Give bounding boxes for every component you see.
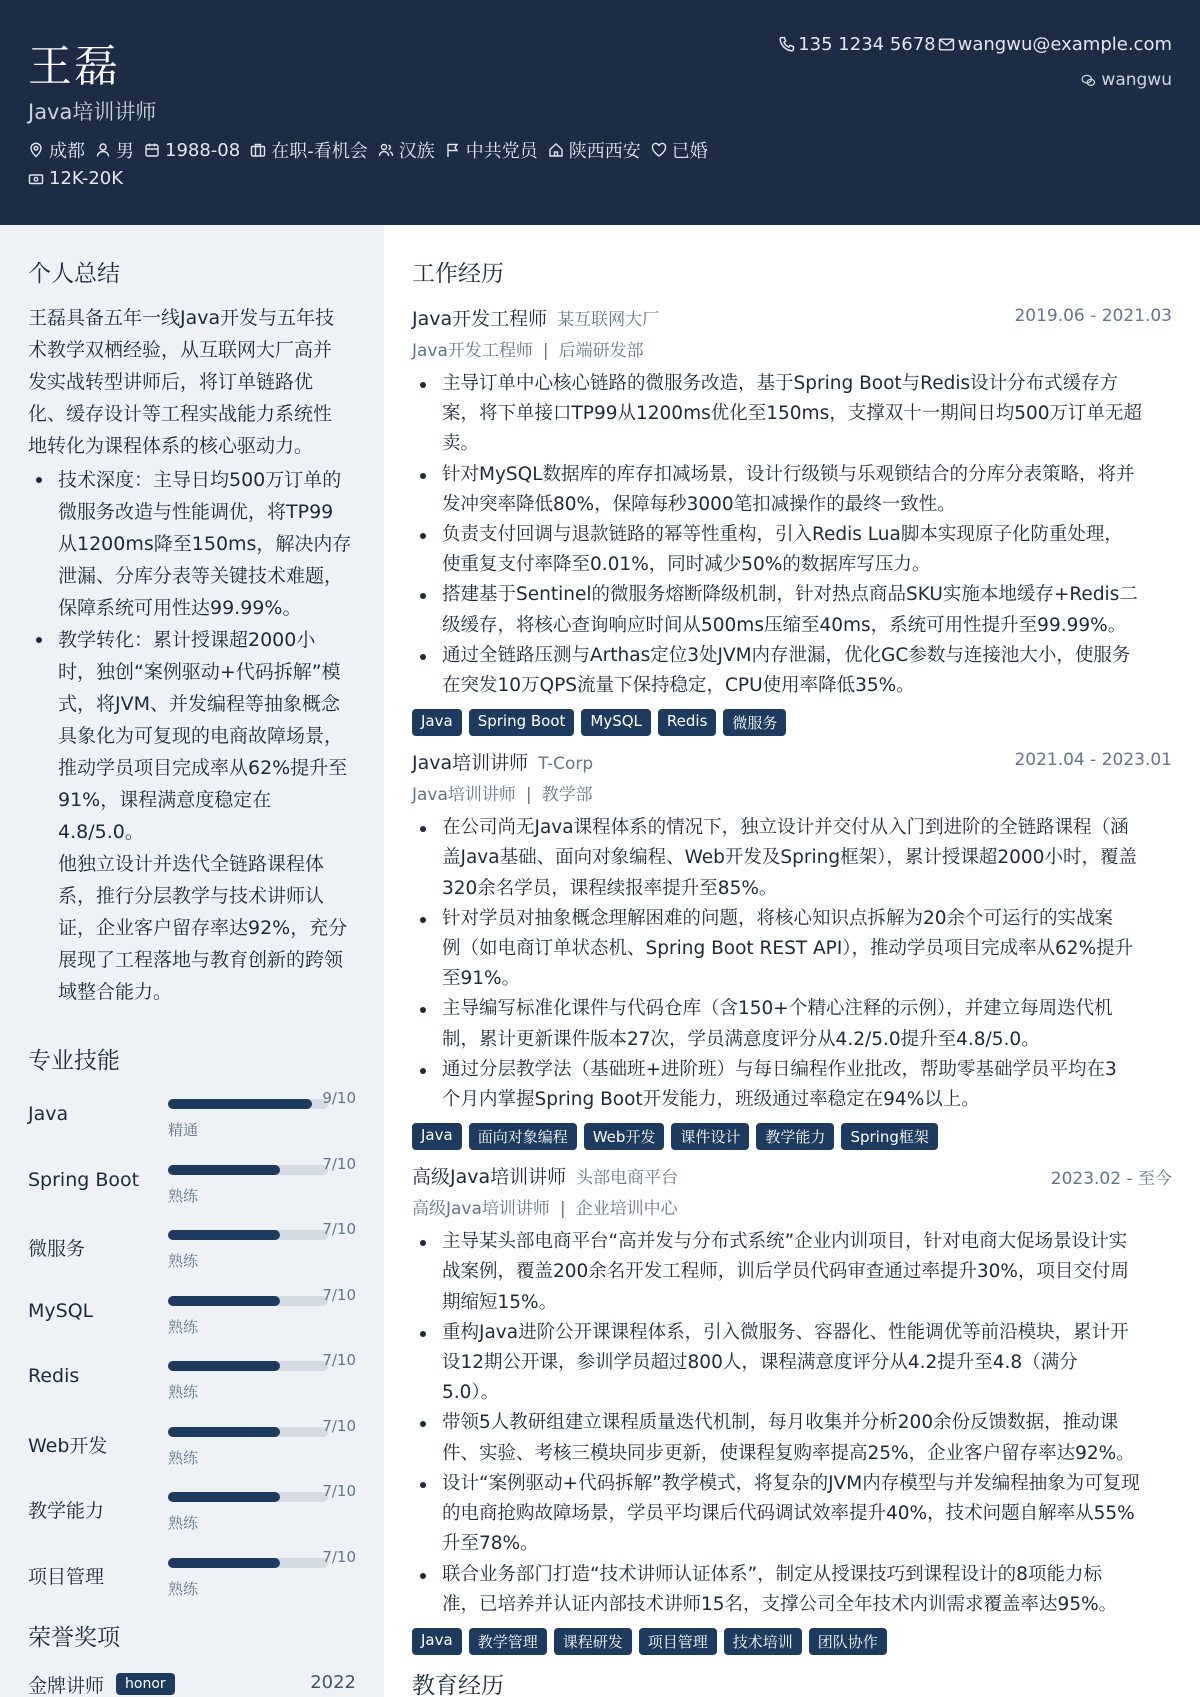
achievement-line: 通过全链路压测与Arthas定位3处JVM内存泄漏，优化GC参数与连接池大小，使服务 (442, 644, 1131, 666)
separator: | (542, 341, 549, 361)
job-achievement (412, 520, 1172, 580)
skill-tag: 面向对象编程 (469, 1123, 577, 1150)
summary-point-tech (28, 464, 356, 624)
skill-level: 熟练 (168, 1252, 199, 1270)
job-date: 2019.06 - 2021.03 (1014, 306, 1172, 326)
skill-bar-fill (168, 1099, 312, 1109)
work-title: 工作经历 (412, 261, 504, 287)
skill-tag: Spring Boot (469, 709, 575, 736)
summary-extra-line: 域整合能力。 (58, 981, 173, 1003)
skill-score: 7/10 (322, 1351, 356, 1369)
summary-extra-line: 系，推行分层教学与技术讲师认 (58, 885, 325, 907)
job-achievement (412, 580, 1172, 640)
meta-gender (95, 137, 134, 163)
skill-name: 微服务 (28, 1238, 86, 1260)
money-icon (28, 171, 44, 187)
job-entry (412, 1162, 1172, 1655)
summary-title: 个人总结 (28, 261, 120, 287)
job-company: 头部电商平台 (576, 1168, 679, 1189)
job-tags (412, 1123, 1172, 1150)
job-department: 企业培训中心 (575, 1199, 678, 1220)
skill-level: 精通 (168, 1121, 199, 1139)
achievement-line: 设12期公开课，参训学员超过800人，课程满意度评分从4.2提升至4.8（满分 (442, 1352, 1078, 1374)
job-title: 高级Java培训讲师 (412, 1166, 567, 1189)
achievement-line: 320余名学员，课程续报率提升至85%。 (442, 877, 778, 899)
achievement-line: 负责支付回调与退款链路的幂等性重构，引入Redis Lua脚本实现原子化防重处理， (442, 524, 1123, 546)
achievement-line: 带领5人教研组建立课程质量迭代机制，每月收集并分析200余份反馈数据，推动课 (442, 1412, 1119, 1434)
candidate-role: Java培训讲师 (28, 100, 157, 124)
meta-hometown (548, 137, 641, 163)
job-list (412, 304, 1172, 1655)
job-achievements (412, 369, 1172, 701)
skill-bar-fill (168, 1558, 280, 1568)
separator: | (525, 785, 532, 806)
user-icon (95, 142, 111, 158)
skill-tag: Java (412, 1628, 462, 1655)
achievement-line: 至91%。 (442, 968, 521, 990)
skill-row (28, 1155, 356, 1221)
skill-tag: Java (412, 709, 462, 736)
job-achievement (412, 460, 1172, 520)
achievement-line: 主导订单中心核心链路的微服务改造，基于Spring Boot与Redis设计分布式缓存方 (442, 373, 1119, 394)
skill-tag: 教学能力 (756, 1123, 834, 1150)
skill-level: 熟练 (168, 1186, 199, 1205)
summary-point-line: 微服务改造与性能调优，将TP99 (58, 501, 334, 523)
job-subtitle (412, 336, 1172, 361)
skill-bar-fill (168, 1165, 280, 1175)
achievement-line: 案，将下单接口TP99从1200ms优化至150ms，支撑双十一期间日均500万订单无超 (442, 403, 1143, 425)
skill-row (28, 1482, 356, 1548)
people-icon (378, 142, 394, 158)
achievement-line: 盖Java基础、面向对象编程、Web开发及Spring框架），累计授课超2000小时，覆盖 (442, 847, 1137, 869)
job-company: 某互联网大厂 (557, 310, 660, 330)
skill-level: 熟练 (168, 1448, 199, 1467)
skill-bar-fill (168, 1296, 280, 1306)
job-achievement (412, 813, 1172, 904)
skill-tag: MySQL (581, 709, 651, 736)
skill-tag: 技术培训 (724, 1628, 802, 1655)
job-position: 高级Java培训讲师 (412, 1199, 550, 1220)
skill-bar (168, 1165, 328, 1175)
meta-ethnicity (378, 137, 435, 163)
calendar-icon (144, 142, 160, 158)
meta-hometown-text: 陕西西安 (568, 141, 641, 162)
achievement-line: 制，累计更新课件版本27次，学员满意度评分从4.2/5.0提升至4.8/5.0。 (442, 1028, 1040, 1050)
job-entry (412, 748, 1172, 1150)
job-position: Java培训讲师 (412, 785, 516, 806)
skill-bar (168, 1230, 328, 1240)
job-company: T-Corp (538, 754, 594, 775)
briefcase-icon (250, 142, 266, 158)
skill-tag: Java (412, 1123, 462, 1150)
honor-badge: honor (116, 1673, 175, 1695)
separator: | (559, 1199, 566, 1220)
skill-score: 7/10 (322, 1154, 356, 1173)
skill-name: Spring Boot (28, 1168, 140, 1191)
flag-icon (445, 142, 461, 158)
job-title: Java开发工程师 (412, 308, 548, 330)
achievement-line: 搭建基于Sentinel的微服务熔断降级机制，针对热点商品SKU实施本地缓存+Redis二 (442, 584, 1138, 606)
summary-extra (28, 848, 356, 1008)
achievement-line: 个月内掌握Spring Boot开发能力，班级通过率稳定在94%以上。 (442, 1089, 980, 1111)
job-achievement (412, 1560, 1172, 1620)
skill-score: 7/10 (322, 1285, 356, 1304)
skill-level: 熟练 (168, 1514, 199, 1532)
job-achievements (412, 1227, 1172, 1620)
job-department: 后端研发部 (558, 341, 644, 361)
meta-marital-text: 已婚 (671, 141, 708, 162)
skill-bar-fill (168, 1492, 280, 1502)
summary-line: 地转化为课程体系的核心驱动力。 (28, 435, 314, 457)
summary-point-line: 时，独创“案例驱动+代码拆解”模 (58, 661, 341, 683)
job-achievement (412, 1408, 1172, 1468)
achievement-line: 针对MySQL数据库的库存扣减场景，设计行级锁与乐观锁结合的分库分表策略，将并 (442, 463, 1135, 485)
meta-birth (144, 140, 240, 161)
job-entry (412, 304, 1172, 736)
achievement-line: 发冲突率降低80%，保障每秒3000笔扣减操作的最终一致性。 (442, 493, 956, 515)
summary-line: 发实战转型讲师后，将订单链路优 (28, 371, 314, 393)
job-date: 2021.04 - 2023.01 (1014, 750, 1172, 771)
wechat-info (1081, 70, 1172, 90)
phone-icon (778, 36, 795, 53)
job-department: 教学部 (541, 785, 593, 806)
skill-bar (168, 1492, 328, 1502)
achievement-line: 战案例，覆盖200余名开发工程师，训后学员代码审查通过率提升30%，项目交付周 (442, 1261, 1129, 1283)
skills-list (28, 1089, 356, 1613)
summary-text (28, 302, 356, 462)
skill-bar (168, 1361, 328, 1371)
achievement-line: 件、实验、考核三模块同步更新，使课程复购率提高25%，企业客户留存率达92%。 (442, 1442, 1135, 1464)
skill-score: 7/10 (322, 1482, 356, 1500)
expected-salary (28, 168, 123, 189)
skill-row (28, 1548, 356, 1614)
location-icon (28, 142, 44, 158)
job-achievement (412, 994, 1172, 1054)
job-date: 2023.02 - 至今 (1050, 1169, 1172, 1190)
achievement-line: 级缓存，将核心查询响应时间从500ms压缩至40ms，系统可用性提升至99.99%。 (442, 614, 1127, 636)
summary-point-line: 泄漏、分库分表等关键技术难题， (58, 565, 344, 587)
summary-line: 王磊具备五年一线Java开发与五年技 (28, 307, 335, 329)
achievement-line: 卖。 (442, 433, 480, 455)
education-title: 教育经历 (412, 1672, 504, 1697)
summary-point-line: 具象化为可复现的电商故障场景， (58, 725, 344, 747)
meta-political-text: 中共党员 (465, 141, 538, 162)
skill-name: 项目管理 (28, 1565, 105, 1588)
achievement-line: 主导某头部电商平台“高并发与分布式系统”企业内训项目，针对电商大促场景设计实 (442, 1231, 1128, 1253)
skills-title: 专业技能 (28, 1048, 120, 1074)
left-sidebar (0, 225, 384, 1697)
achievement-line: 设计“案例驱动+代码拆解”教学模式，将复杂的JVM内存模型与并发编程抽象为可复现 (442, 1472, 1140, 1494)
skill-level: 熟练 (168, 1383, 199, 1401)
skill-bar (168, 1099, 328, 1109)
candidate-name: 王磊 (28, 41, 120, 92)
skill-tag: 教学管理 (469, 1628, 547, 1655)
achievement-line: 通过分层教学法（基础班+进阶班）与每日编程作业批改，帮助零基础学员平均在3 (442, 1058, 1117, 1080)
summary-point-line: 推动学员项目完成率从62%提升至 (58, 757, 348, 779)
skill-bar-fill (168, 1361, 280, 1371)
meta-gender-text: 男 (116, 141, 134, 162)
skill-bar-fill (168, 1427, 280, 1437)
honor-year: 2022 (310, 1672, 356, 1693)
job-title: Java培训讲师 (412, 752, 529, 775)
summary-point-line: 从1200ms降至150ms，解决内存 (58, 533, 352, 555)
summary-point-line: 91%，课程满意度稳定在 (58, 789, 272, 811)
skill-level: 熟练 (168, 1317, 199, 1336)
skill-name: MySQL (28, 1299, 94, 1322)
achievement-line: 使重复支付率降至0.01%，同时减少50%的数据库写压力。 (442, 554, 931, 576)
skill-name: 教学能力 (28, 1500, 105, 1522)
job-tags (412, 709, 1172, 736)
honor-name: 金牌讲师 (28, 1674, 105, 1697)
skill-tag: Redis (658, 709, 716, 736)
skill-bar (168, 1558, 328, 1568)
summary-point-line: 式，将JVM、并发编程等抽象概念 (58, 693, 340, 715)
achievement-line: 升至78%。 (442, 1533, 539, 1555)
skill-score: 7/10 (322, 1220, 356, 1238)
meta-location-text: 成都 (49, 141, 85, 162)
main-content (384, 225, 1200, 1697)
achievement-line: 准，已培养并认证内部技术讲师15名，支撑公司全年技术内训需求覆盖率达95%。 (442, 1593, 1118, 1615)
job-header (412, 1162, 1172, 1192)
skill-tag: 课件设计 (671, 1123, 749, 1150)
skill-tag: 课程研发 (554, 1628, 632, 1655)
meta-status-text: 在职-看机会 (271, 141, 368, 162)
achievement-line: 针对学员对抽象概念理解困难的问题，将核心知识点拆解为20余个可运行的实战案 (442, 907, 1114, 929)
mail-icon (938, 36, 955, 53)
skill-score: 7/10 (322, 1547, 356, 1566)
meta-location (28, 137, 85, 163)
summary-extra-line: 展现了工程落地与教育创新的跨领 (58, 949, 344, 971)
job-achievement (412, 904, 1172, 995)
achievement-line: 的电商抢购故障场景，学员平均课后代码调试效率提升40%，技术问题自解率从55% (442, 1503, 1135, 1525)
job-achievement (412, 1318, 1172, 1409)
job-achievement (412, 1469, 1172, 1560)
contact-info (778, 34, 1172, 55)
skill-name: Java (28, 1103, 69, 1125)
summary-extra-line: 证，企业客户留存率达92%，充分 (58, 917, 348, 939)
meta-political (445, 137, 538, 163)
job-achievement (412, 1055, 1172, 1115)
achievement-line: 5.0）。 (442, 1382, 500, 1404)
skill-tag: 项目管理 (639, 1628, 717, 1655)
email-link[interactable]: wangwu@example.com (957, 34, 1172, 55)
salary-text: 12K-20K (49, 168, 124, 189)
skill-tag: 微服务 (723, 709, 786, 736)
home-icon (548, 142, 564, 158)
job-position: Java开发工程师 (412, 341, 533, 361)
skill-row (28, 1089, 356, 1155)
achievement-line: 期缩短15%。 (442, 1291, 558, 1313)
skill-bar-fill (168, 1230, 280, 1240)
summary-extra-line: 他独立设计并迭代全链路课程体 (58, 853, 325, 875)
honors-title: 荣誉奖项 (28, 1625, 120, 1651)
skill-row (28, 1417, 356, 1483)
wechat-text[interactable]: wangwu (1101, 70, 1172, 90)
skill-tag: Spring框架 (841, 1123, 937, 1150)
job-achievement (412, 641, 1172, 701)
job-header (412, 748, 1172, 778)
skill-tag: Web开发 (584, 1123, 665, 1150)
job-subtitle (412, 1194, 1172, 1219)
achievement-line: 在公司尚无Java课程体系的情况下，独立设计并交付从入门到进阶的全链路课程（涵 (442, 817, 1129, 839)
summary-line: 化、缓存设计等工程实战能力系统性 (28, 403, 333, 425)
achievement-line: 重构Java进阶公开课课程体系，引入微服务、容器化、性能调优等前沿模块，累计开 (442, 1321, 1129, 1343)
phone-link[interactable]: 135 1234 5678 (798, 34, 936, 55)
skill-row (28, 1220, 356, 1286)
job-subtitle (412, 780, 1172, 805)
skill-name: Redis (28, 1365, 80, 1387)
skill-score: 9/10 (322, 1089, 356, 1107)
skill-row (28, 1351, 356, 1417)
summary-point-line: 技术深度：主导日均500万订单的 (58, 469, 342, 491)
summary-points (28, 464, 356, 848)
skill-name: Web开发 (28, 1434, 108, 1457)
skill-bar (168, 1427, 328, 1437)
summary-line: 术教学双栖经验，从互联网大厂高并 (28, 339, 333, 361)
achievement-line: 例（如电商订单状态机、Spring Boot REST API），推动学员项目完成率从62%提升 (442, 938, 1134, 960)
summary-point-teaching (28, 624, 356, 848)
skill-bar (168, 1296, 328, 1306)
resume-header (0, 0, 1200, 225)
job-tags (412, 1628, 1172, 1655)
job-achievements (412, 813, 1172, 1115)
meta-status (250, 137, 368, 163)
achievement-line: 在突发10万QPS流量下保持稳定，CPU使用率降低35%。 (442, 675, 915, 697)
skill-tag: 团队协作 (809, 1628, 887, 1655)
achievement-line: 主导编写标准化课件与代码仓库（含150+个精心注释的示例），并建立每周迭代机 (442, 998, 1113, 1020)
skill-score: 7/10 (322, 1416, 356, 1435)
summary-point-line: 教学转化：累计授课超2000小 (58, 629, 316, 651)
summary-point-line: 4.8/5.0。 (58, 821, 144, 843)
achievement-line: 联合业务部门打造“技术讲师认证体系”，制定从授课技巧到课程设计的8项能力标 (442, 1563, 1102, 1585)
meta-birth-text: 1988-08 (165, 139, 241, 161)
personal-meta (28, 137, 718, 163)
job-header (412, 304, 1172, 334)
job-achievement (412, 1227, 1172, 1318)
skill-level: 熟练 (168, 1579, 199, 1598)
summary-point-line: 保障系统可用性达99.99%。 (58, 597, 302, 619)
job-achievement (412, 369, 1172, 460)
meta-marital (651, 137, 708, 163)
honor-item (28, 1666, 356, 1697)
heart-icon (651, 142, 667, 158)
meta-ethnicity-text: 汉族 (398, 141, 435, 162)
skill-row (28, 1286, 356, 1352)
wechat-icon (1081, 73, 1096, 88)
